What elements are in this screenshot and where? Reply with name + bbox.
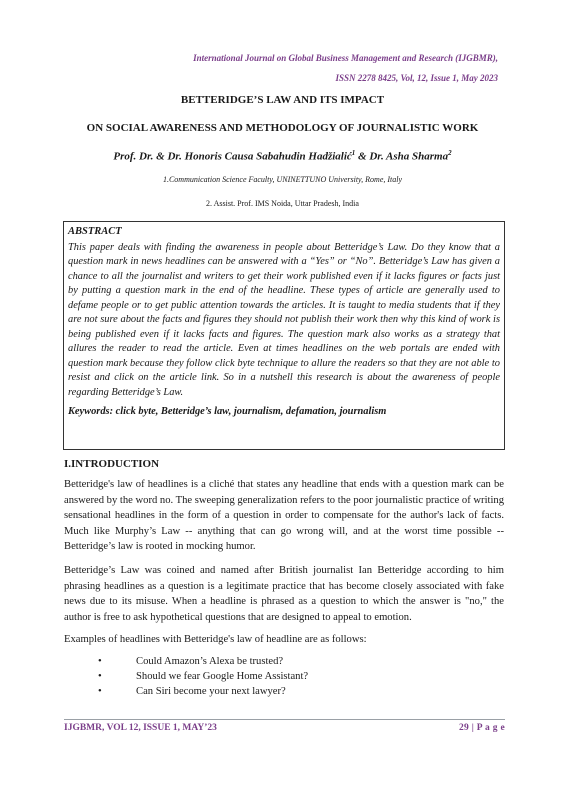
list-item (98, 684, 308, 699)
intro-paragraph-1: Betteridge's law of headlines is a cliché that states any headline that ends with a question mark can be answered by the word no. The sweeping generalization refers to the poor journalistic practice of writing sensational headlines in the form of a question in order to compensate for the author's lack of facts. Much like Murphy’s Law -- anything that can go wrong will, and at the worst time possible -- Betteridge’s law is rooted in mocking humor. (64, 479, 504, 552)
abstract-box (63, 221, 505, 450)
abstract-heading: ABSTRACT (68, 226, 122, 237)
list-item-text: Can Siri become your next lawyer? (136, 686, 286, 698)
journal-name: International Journal on Global Business Management and Research (IJGBMR), (193, 53, 498, 63)
footer-divider (64, 719, 505, 720)
example-headline-list (98, 654, 308, 700)
list-item-text: Could Amazon’s Alexa be trusted? (136, 656, 284, 667)
affiliation-1: 1.Communication Science Faculty, UNINETTUNO University, Rome, Italy (162, 175, 403, 184)
author-2: Dr. Asha Sharma (369, 150, 449, 163)
list-item (98, 654, 308, 669)
author-2-sup: 2 (448, 149, 452, 157)
intro-paragraph-2: Betteridge’s Law was coined and named after British journalist Ian Betteridge according to him phrasing headlines as a question is a legitimate practice that has become closely associated with fake news due to its misuse. When a headline is phrased as a question to which the answer is "no," the author is free to ask hypothetical questions that are designed to appeal to emotion. (64, 565, 504, 623)
intro-paragraph-3: Examples of headlines with Betteridge's law of headline are as follows: (64, 634, 367, 645)
journal-issue: ISSN 2278 8425, Vol, 12, Issue 1, May 2023 (335, 73, 498, 83)
paper-title-line1: BETTERIDGE’S LAW AND ITS IMPACT (180, 94, 385, 106)
footer-journal-issue: IJGBMR, VOL 12, ISSUE 1, MAY’23 (64, 723, 217, 733)
list-item-text: Should we fear Google Home Assistant? (136, 671, 309, 683)
abstract-text: This paper deals with finding the awareness in people about Betteridge’s Law. Do they know that a question mark in news headlines can be answered with a “Yes” or “No”. Betteridge’s Law has given a chance to all the journalist and writers to get their work published even if it lacks figures or facts just by putting a question mark in the end of the headline. These types of article are generally used to defame people or to get public attention towards the articles. It is taught to media students that if they are not sure about the facts and figures they should not publish their work then why this kind of work is being published even if it lacks facts and figures. The question mark also works as a strategy that allures the reader to read the article. Even at times headlines on the web portals are ended with question mark because they follow click byte technique to allure the readers so that they are not able to resist and click on the article link. So in a nutshell this research is about the awareness of people regarding Betteridge’s Law. (68, 241, 500, 398)
section-heading-introduction: I.INTRODUCTION (64, 458, 160, 470)
author-1-sup: 1 (351, 149, 356, 157)
bullet-dot: • (98, 656, 102, 667)
bullet-dot: • (98, 686, 102, 698)
footer-page-number: 29 | P a g e (458, 723, 505, 733)
author-1: Prof. Dr. & Dr. Honoris Causa Sabahudin Hadžialić (113, 150, 352, 163)
affiliation-2: 2. Assist. Prof. IMS Noida, Uttar Pradesh, India (206, 199, 359, 208)
author-joiner: & (355, 150, 370, 163)
abstract-keywords: Keywords: click byte, Betteridge’s law, journalism, defamation, journalism (68, 406, 387, 417)
bullet-dot: • (98, 671, 102, 683)
list-item (98, 669, 308, 684)
author-line (0, 149, 565, 163)
paper-title-line2: ON SOCIAL AWARENESS AND METHODOLOGY OF JOURNALISTIC WORK (86, 122, 479, 134)
